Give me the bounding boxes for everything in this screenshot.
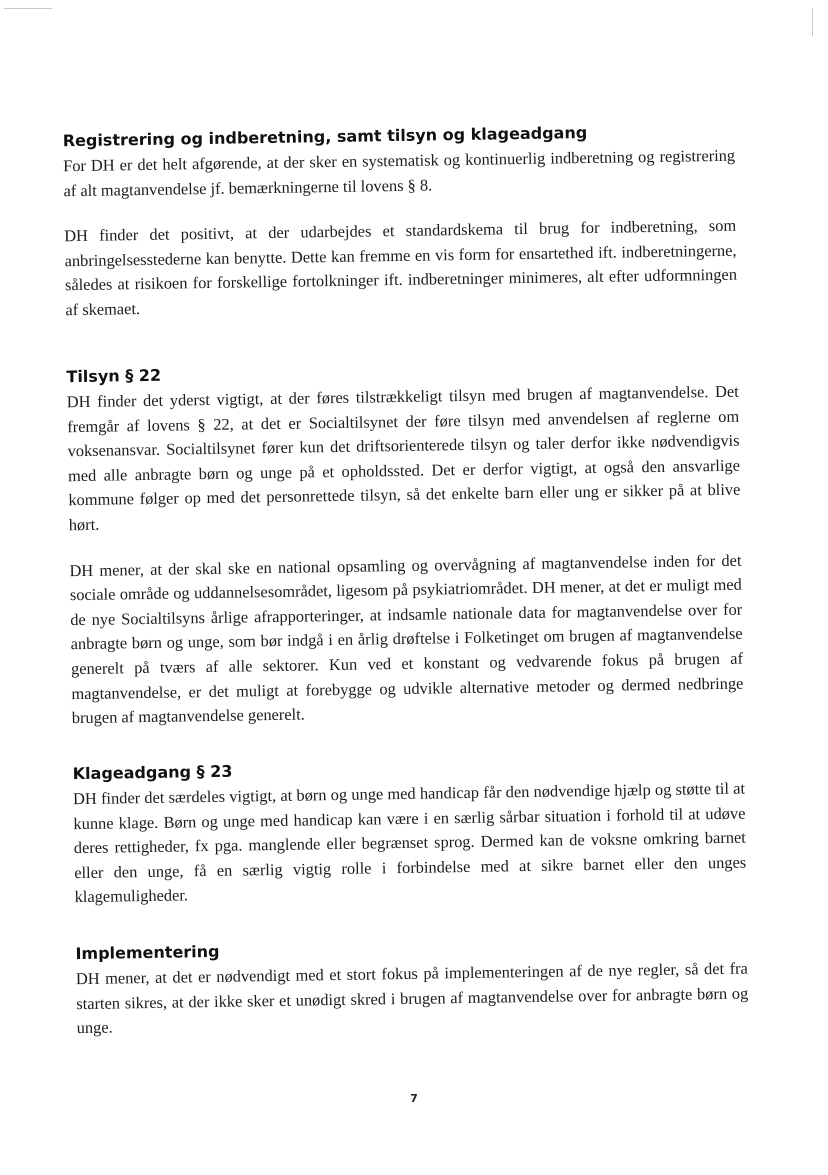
page-number: 7 [410, 1092, 418, 1105]
section-implementering [75, 934, 748, 1041]
section-tilsyn [66, 357, 744, 731]
section-registrering [63, 121, 738, 323]
paragraph: For DH er det helt afgørende, at der sker en systematisk og kontinuerlig indberetning og registrering af alt magtanvendelse jf. bemærkningerne til lovens § 8. [62, 145, 736, 200]
section-heading: Tilsyn § 22 [66, 365, 162, 387]
section-klageadgang [73, 754, 747, 911]
section-heading: Registrering og indberetning, samt tilsyn og klageadgang [62, 123, 588, 151]
section-heading: Implementering [75, 941, 220, 964]
paragraph: DH finder det yderst vigtigt, at der føres tilstrækkeligt tilsyn med brugen af magtanvendelse. Det fremgår af lovens § 22, at det er Socialtilsynet der føre tilsyn med anvendelsen af reglerne om voksenansvar. Socialtilsynet fører kun det driftsorienterede tilsyn og taler derfor ikke nødvendigvis med alle anbragte børn og unge på et opholdssted. Det er derfor vigtigt, at også den ansvarlige kommune følger op med det personrettede tilsyn, så det enkelte barn eller ung er sikker på at blive hørt. [66, 381, 741, 535]
paragraph: DH mener, at det er nødvendigt med et stort fokus på implementeringen af de nye regler, så det fra starten sikres, at der ikke sker et unødigt skred i brugen af magtanvendelse over for anbragte børn og unge. [75, 958, 749, 1038]
section-heading: Klageadgang § 23 [72, 761, 233, 784]
paragraph: DH finder det særdeles vigtigt, at børn og unge med handicap får den nødvendige hjælp og støtte til at kunne klage. Børn og unge med handicap kan være i en særlig sårbar situation i forhold til at udøve deres rettigheder, fx pga. manglende eller begrænset sprog. Dermed kan de voksne omkring barnet eller den unge, få en særlig vigtig rolle i forbindelse med at sikre barnet eller den unges klagemuligheder. [72, 778, 747, 907]
paragraph: DH mener, at der skal ske en national opsamling og overvågning af magtanvendelse inden for det sociale område og uddannelsesområdet, ligesom på psykiatriområdet. DH mener, at det er muligt med de nye Socialtilsyns årlige afrapporteringer, at indsamle nationale data for magtanvendelse over for anbragte børn og unge, som bør indgå i en årlig drøftelse i Folketinget om brugen af magtanvendelse generelt på tværs af alle sektorer. Kun ved et konstant og vedvarende fokus på brugen af magtanvendelse, er det muligt at forebygge og udvikle alternative metoder og dermed nedbringe brugen af magtanvendelse generelt. [69, 550, 744, 728]
paragraph: DH finder det positivt, at der udarbejdes et standardskema til brug for indberetning, som anbringelsesstederne kan benytte. Dette kan fremme en vis form for ensartethed ift. indberetningerne, således at risikoen for forskellige fortolkninger ift. indberetninger minimeres, alt efter udformningen af skemaet. [64, 215, 738, 320]
